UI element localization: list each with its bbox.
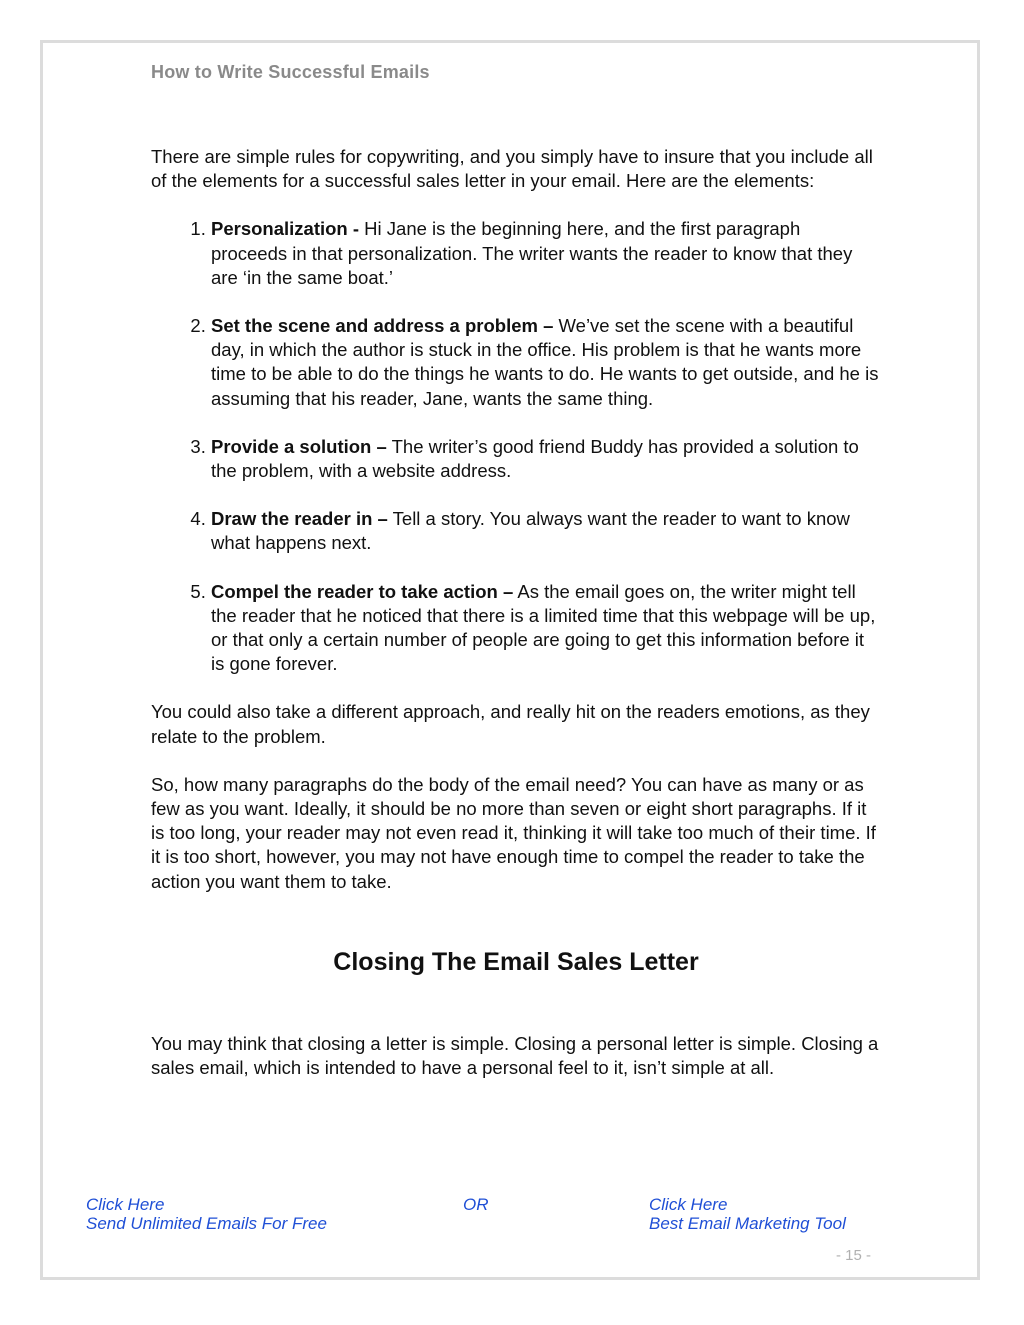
list-item-personalization xyxy=(211,217,881,290)
list-item-title: Compel the reader to take action – xyxy=(211,580,514,602)
send-unlimited-emails-link[interactable]: Send Unlimited Emails For Free xyxy=(86,1214,327,1233)
closing-paragraph: You may think that closing a letter is simple. Closing a personal letter is simple. Closing a sales email, which is intended to have a personal feel to it, isn’t simple at all. xyxy=(151,1033,879,1079)
footer-right-links xyxy=(649,1195,846,1233)
list-item-text: The writer’s good friend Buddy has provided a solution to the problem, with a website address. xyxy=(211,435,859,482)
footer-or-label: OR xyxy=(463,1195,489,1214)
list-item-title: Draw the reader in – xyxy=(211,508,388,530)
section-heading: Closing The Email Sales Letter xyxy=(333,947,699,976)
click-here-link-right[interactable]: Click Here xyxy=(649,1195,728,1214)
list-item-draw-reader-in xyxy=(211,507,881,555)
length-paragraph: So, how many paragraphs do the body of the email need? You can have as many or as few as you want. Ideally, it should be no more than seven or eight short paragraphs. If it is too long, your reader may not even read it, thinking it will take too much of their time. If it is too short, however, you may not have enough time to compel the reader to take the action you want them to take. xyxy=(151,773,876,892)
footer-left-links xyxy=(86,1195,327,1233)
list-item-text: Hi Jane is the beginning here, and the first paragraph proceeds in that personalization. The writer wants the reader to know that they are ‘in the same boat.’ xyxy=(211,218,853,288)
list-item-title: Set the scene and address a problem – xyxy=(211,315,554,337)
running-header: How to Write Successful Emails xyxy=(151,62,430,82)
click-here-link-left[interactable]: Click Here xyxy=(86,1195,165,1214)
list-item-provide-solution xyxy=(211,435,881,483)
list-item-title: Provide a solution – xyxy=(211,435,387,457)
list-item-set-the-scene xyxy=(211,314,881,411)
best-email-marketing-tool-link[interactable]: Best Email Marketing Tool xyxy=(649,1214,846,1233)
approach-paragraph: You could also take a different approach, and really hit on the readers emotions, as they relate to the problem. xyxy=(151,701,870,747)
elements-list xyxy=(151,217,881,676)
intro-paragraph: There are simple rules for copywriting, and you simply have to insure that you include all of the elements for a successful sales letter in your email. Here are the elements: xyxy=(151,146,873,192)
list-item-title: Personalization - xyxy=(211,218,360,240)
document-body xyxy=(151,145,881,1104)
list-item-text: We’ve set the scene with a beautiful day, in which the author is stuck in the office. His problem is that he wants more time to be able to do the things he wants to do. He wants to get outside, and he is assuming that his reader, Jane, wants the same thing. xyxy=(211,315,879,409)
page-number: - 15 - xyxy=(836,1247,872,1264)
list-item-text: As the email goes on, the writer might tell the reader that he noticed that there is a limited time that this webpage will be up, or that only a certain number of people are going to get this information before it is gone forever. xyxy=(211,580,876,675)
list-item-compel-action xyxy=(211,580,881,677)
list-item-text: Tell a story. You always want the reader to want to know what happens next. xyxy=(211,508,850,554)
